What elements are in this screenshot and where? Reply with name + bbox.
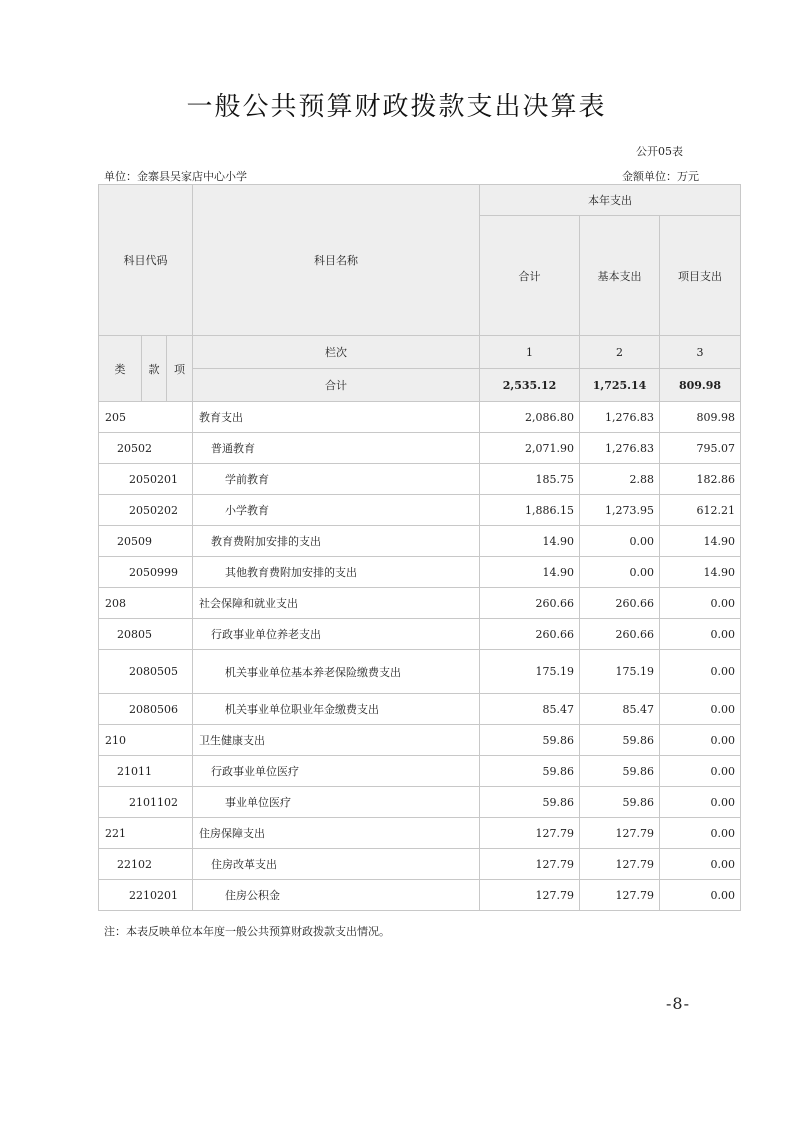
header-code: 科目代码: [99, 185, 193, 336]
row-project: 0.00: [660, 880, 741, 911]
table-row: [99, 787, 741, 818]
row-name: 教育支出: [193, 402, 480, 433]
row-basic: 85.47: [580, 694, 660, 725]
row-name: 普通教育: [193, 433, 480, 464]
row-basic: 1,276.83: [580, 433, 660, 464]
header-total: 合计: [480, 216, 580, 336]
row-code: 205: [99, 402, 193, 433]
row-total: 2,071.90: [480, 433, 580, 464]
row-name: 住房保障支出: [193, 818, 480, 849]
header-col1: 1: [480, 336, 580, 369]
row-total: 59.86: [480, 756, 580, 787]
row-project: 0.00: [660, 650, 741, 694]
row-total: 85.47: [480, 694, 580, 725]
row-project: 0.00: [660, 588, 741, 619]
row-code: 2050999: [99, 557, 193, 588]
row-total: 127.79: [480, 880, 580, 911]
row-project: 14.90: [660, 526, 741, 557]
row-project: 612.21: [660, 495, 741, 526]
row-project: 182.86: [660, 464, 741, 495]
row-project: 809.98: [660, 402, 741, 433]
table-row: [99, 588, 741, 619]
row-project: 0.00: [660, 619, 741, 650]
row-total: 14.90: [480, 526, 580, 557]
row-total: 260.66: [480, 619, 580, 650]
expenditure-table: [98, 184, 741, 911]
row-name: 行政事业单位医疗: [193, 756, 480, 787]
header-xiang: 项: [167, 336, 193, 402]
row-name: 行政事业单位养老支出: [193, 619, 480, 650]
sum-basic: 1,725.14: [580, 369, 660, 402]
row-code: 2050202: [99, 495, 193, 526]
row-name: 机关事业单位职业年金缴费支出: [193, 694, 480, 725]
row-project: 0.00: [660, 818, 741, 849]
row-code: 2080506: [99, 694, 193, 725]
row-basic: 127.79: [580, 818, 660, 849]
table-row: [99, 650, 741, 694]
header-name: 科目名称: [193, 185, 480, 336]
amount-unit-label: 金额单位：万元: [622, 170, 699, 183]
row-code: 2210201: [99, 880, 193, 911]
table-row: [99, 557, 741, 588]
row-code: 208: [99, 588, 193, 619]
table-row: [99, 756, 741, 787]
row-name: 住房公积金: [193, 880, 480, 911]
row-total: 175.19: [480, 650, 580, 694]
page-number: -8-: [666, 994, 690, 1013]
row-total: 1,886.15: [480, 495, 580, 526]
header-lei: 类: [99, 336, 142, 402]
row-basic: 0.00: [580, 557, 660, 588]
row-basic: 0.00: [580, 526, 660, 557]
table-row: [99, 402, 741, 433]
table-row: [99, 495, 741, 526]
header-project: 项目支出: [660, 216, 741, 336]
row-basic: 1,273.95: [580, 495, 660, 526]
row-name: 社会保障和就业支出: [193, 588, 480, 619]
table-row: [99, 818, 741, 849]
header-col2: 2: [580, 336, 660, 369]
unit-label: 单位：金寨县吴家店中心小学: [104, 170, 247, 183]
row-total: 59.86: [480, 725, 580, 756]
row-code: 20509: [99, 526, 193, 557]
row-name: 机关事业单位基本养老保险缴费支出: [193, 650, 480, 694]
row-basic: 2.88: [580, 464, 660, 495]
row-total: 260.66: [480, 588, 580, 619]
row-code: 2101102: [99, 787, 193, 818]
row-code: 221: [99, 818, 193, 849]
table-row: [99, 725, 741, 756]
row-project: 0.00: [660, 756, 741, 787]
row-project: 0.00: [660, 849, 741, 880]
row-project: 14.90: [660, 557, 741, 588]
row-total: 127.79: [480, 849, 580, 880]
row-name: 住房改革支出: [193, 849, 480, 880]
row-code: 2080505: [99, 650, 193, 694]
row-basic: 1,276.83: [580, 402, 660, 433]
row-basic: 59.86: [580, 787, 660, 818]
row-code: 22102: [99, 849, 193, 880]
row-code: 210: [99, 725, 193, 756]
row-basic: 127.79: [580, 880, 660, 911]
header-col3: 3: [660, 336, 741, 369]
header-year: 本年支出: [480, 185, 741, 216]
row-project: 0.00: [660, 787, 741, 818]
row-code: 21011: [99, 756, 193, 787]
row-name: 学前教育: [193, 464, 480, 495]
row-code: 20502: [99, 433, 193, 464]
row-total: 127.79: [480, 818, 580, 849]
row-basic: 260.66: [580, 619, 660, 650]
header-basic: 基本支出: [580, 216, 660, 336]
sum-total: 2,535.12: [480, 369, 580, 402]
page-title: 一般公共预算财政拨款支出决算表: [186, 92, 607, 122]
row-total: 2,086.80: [480, 402, 580, 433]
row-basic: 175.19: [580, 650, 660, 694]
row-total: 59.86: [480, 787, 580, 818]
row-name: 卫生健康支出: [193, 725, 480, 756]
table-row: [99, 433, 741, 464]
sum-project: 809.98: [660, 369, 741, 402]
row-total: 185.75: [480, 464, 580, 495]
row-name: 其他教育费附加安排的支出: [193, 557, 480, 588]
row-project: 0.00: [660, 694, 741, 725]
row-project: 795.07: [660, 433, 741, 464]
form-number: 公开05表: [636, 145, 683, 158]
header-column-label: 栏次: [193, 336, 480, 369]
row-name: 教育费附加安排的支出: [193, 526, 480, 557]
table-row: [99, 880, 741, 911]
row-basic: 59.86: [580, 756, 660, 787]
row-basic: 260.66: [580, 588, 660, 619]
row-code: 20805: [99, 619, 193, 650]
row-code: 2050201: [99, 464, 193, 495]
row-project: 0.00: [660, 725, 741, 756]
table-row: [99, 619, 741, 650]
header-kuan: 款: [142, 336, 167, 402]
row-name: 事业单位医疗: [193, 787, 480, 818]
table-row: [99, 694, 741, 725]
row-total: 14.90: [480, 557, 580, 588]
table-row: [99, 526, 741, 557]
sum-label: 合计: [193, 369, 480, 402]
footnote: 注：本表反映单位本年度一般公共预算财政拨款支出情况。: [104, 925, 390, 938]
table-row: [99, 849, 741, 880]
row-basic: 127.79: [580, 849, 660, 880]
table-row: [99, 464, 741, 495]
row-basic: 59.86: [580, 725, 660, 756]
row-name: 小学教育: [193, 495, 480, 526]
